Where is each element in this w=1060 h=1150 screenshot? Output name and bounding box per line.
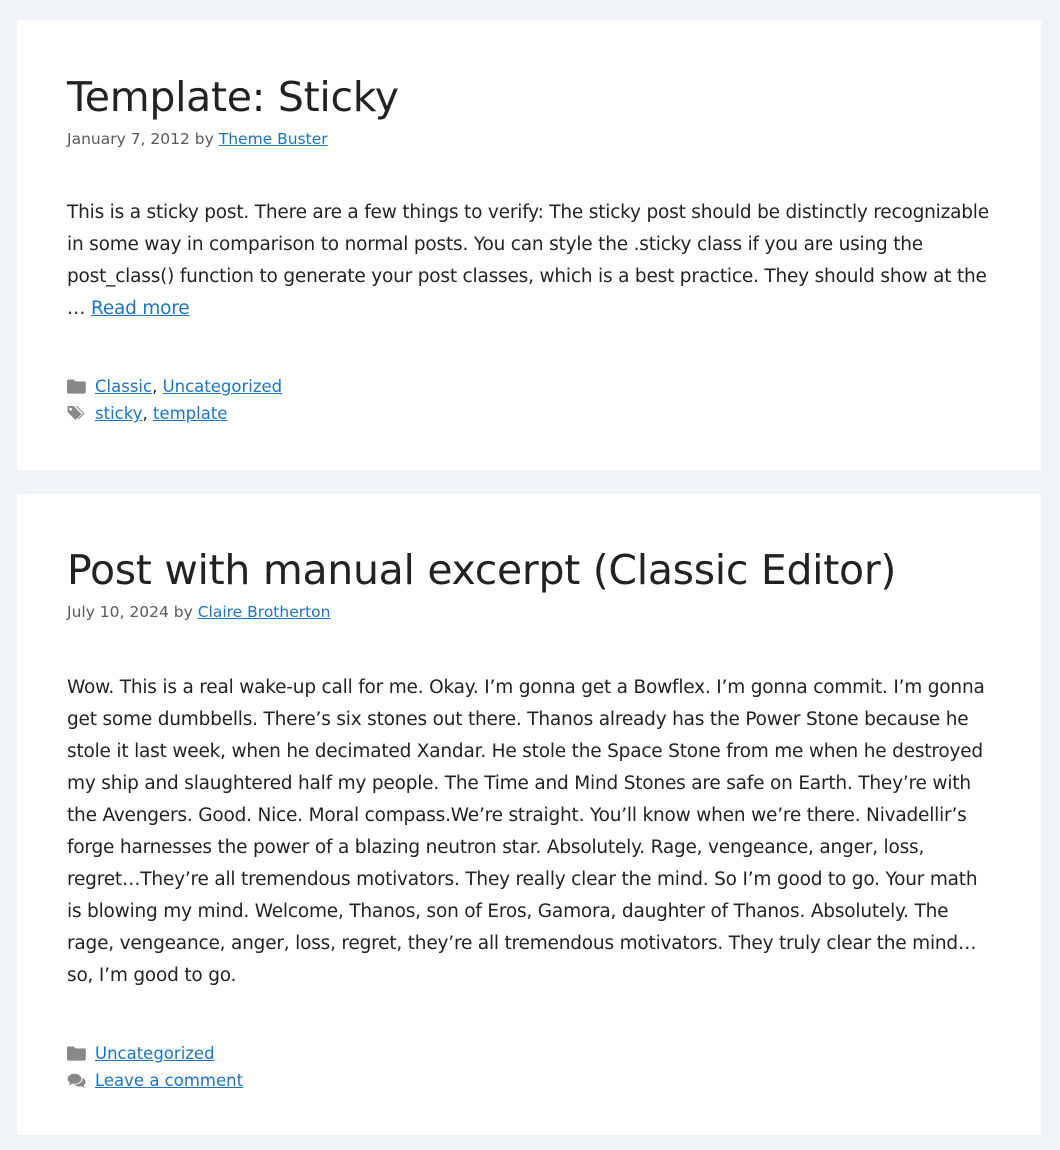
post-footer (67, 373, 991, 427)
post-excerpt (67, 197, 991, 325)
tags-icon (67, 405, 95, 422)
post-meta (67, 128, 991, 150)
tag-link-template[interactable]: template (152, 404, 228, 424)
post-meta (67, 601, 991, 623)
post-by-label: by (173, 603, 193, 622)
tags-row (67, 400, 991, 427)
folder-icon (67, 379, 95, 394)
category-link-uncategorized[interactable]: Uncategorized (95, 1044, 215, 1064)
category-separator: , (152, 377, 158, 397)
tag-link-sticky[interactable]: sticky (95, 404, 143, 424)
post-title[interactable]: Post with manual excerpt (Classic Editor) (67, 546, 897, 594)
post-excerpt: Wow. This is a real wake-up call for me. Okay. I’m gonna get a Bowflex. I’m gonna commit. I’m gonna get some dumbbells. There’s six stones out there. Thanos already has the Power Stone because he stole it last week, when he decimated Xandar. He stole the Space Stone from me when he destroyed my ship and slaughtered half my people. The Time and Mind Stones are safe on Earth. They’re with the Avengers. Good. Nice. Moral compass.We’re straight. You’ll know when we’re there. Nivadellir’s forge harnesses the power of a blazing neutron star. Absolutely. Rage, vengeance, anger, loss, regret…They’re all tremendous motivators. They really clear the mind. So I’m good to go. Your math is blowing my mind. Welcome, Thanos, son of Eros, Gamora, daughter of Thanos. Absolutely. The rage, vengeance, anger, loss, regret, they’re all tremendous motivators. They truly clear the mind… so, I’m good to go. (67, 677, 985, 987)
post-author-link[interactable]: Theme Buster (218, 130, 328, 149)
leave-comment-link[interactable]: Leave a comment (95, 1071, 244, 1091)
post-card-sticky (17, 20, 1041, 470)
post-footer (67, 1040, 991, 1094)
folder-icon (67, 1046, 95, 1061)
post-date[interactable]: January 7, 2012 (67, 130, 190, 149)
post-by-label: by (194, 130, 214, 149)
comments-row (67, 1067, 991, 1094)
category-link-uncategorized[interactable]: Uncategorized (162, 377, 283, 397)
category-link-classic[interactable]: Classic (95, 377, 153, 397)
categories-row (67, 373, 991, 400)
excerpt-text: This is a sticky post. There are a few things to verify: The sticky post should be distinctly recognizable in some way in comparison to normal posts. You can style the .sticky class if you are using the post_class() function to generate your post classes, which is a best practice. They should show at the … (67, 202, 989, 320)
comments-icon (67, 1073, 95, 1089)
post-date[interactable]: July 10, 2024 (67, 603, 169, 622)
categories-row (67, 1040, 991, 1067)
tag-separator: , (142, 404, 148, 424)
post-author-link[interactable]: Claire Brotherton (197, 603, 331, 622)
post-card-manual-excerpt (17, 494, 1041, 1135)
read-more-link[interactable]: Read more (91, 298, 190, 320)
post-title[interactable]: Template: Sticky (67, 73, 399, 121)
